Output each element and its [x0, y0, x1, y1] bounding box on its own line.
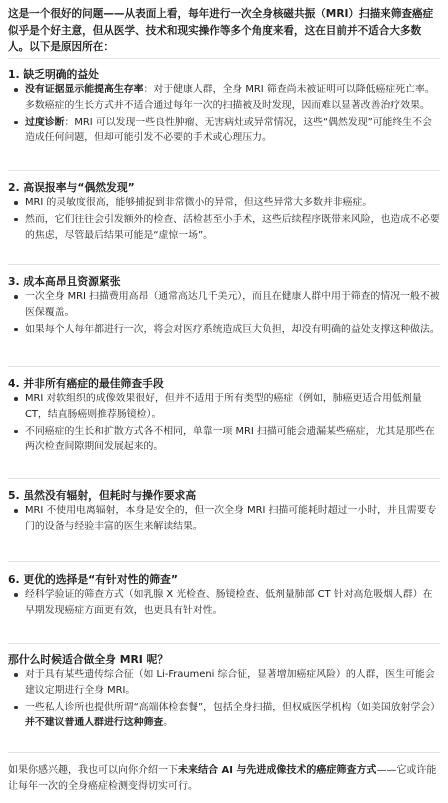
bullet-list — [8, 667, 440, 731]
bullet-text: MRI 的灵敏度很高，能够捕捉到非常微小的异常，但这些异常大多数并非癌症。 — [25, 197, 373, 208]
section-title: 1. 缺乏明确的益处 — [8, 68, 99, 81]
bullet-item — [8, 212, 440, 244]
bullet-item — [8, 195, 440, 211]
bullet-item — [8, 587, 440, 619]
divider — [8, 643, 440, 644]
bullet-text: 不同癌症的生长和扩散方式各不相同，单靠一项 MRI 扫描可能会遗漏某些癌症，尤其是那些在两次检查间隙期间发展起来的。 — [25, 425, 435, 453]
section-when — [8, 652, 440, 731]
bullet-text: 一些私人诊所也提供所谓“高端体检套餐”，包括全身扫描，但权威医学机构（如美国放射学会） — [25, 701, 441, 713]
section-title: 2. 高误报率与“偶然发现” — [8, 181, 135, 194]
bullet-text: 对于具有某些遗传综合征（如 Li-Fraumeni 综合征，显著增加癌症风险）的人群，医生可能会建议定期进行全身 MRI。 — [25, 669, 435, 696]
divider — [8, 58, 440, 59]
section-title: 3. 成本高昂且资源紧张 — [8, 275, 121, 288]
section-title: 5. 虽然没有辐射，但耗时与操作要求高 — [8, 489, 197, 502]
section-3 — [8, 274, 440, 337]
intro-paragraph: 这是一个很好的问题——从表面上看，每年进行一次全身核磁共振（MRI）扫描来筛查癌症似乎是个好主意，但从医学、技术和现实操作等多个角度来看，这在目前并不适合大多数人。以下是原因所在： — [8, 8, 434, 53]
section-title: 那什么时候适合做全身 MRI 呢？ — [8, 653, 169, 666]
divider — [8, 170, 440, 171]
outro-highlight: 未来结合 AI 与先进成像技术的癌症筛查方式 — [178, 765, 377, 776]
divider — [8, 752, 440, 753]
bullet-text: 如果每个人每年都进行一次，将会对医疗系统造成巨大负担，却没有明确的益处支撑这种做法。 — [25, 323, 440, 335]
bullet-item — [8, 667, 440, 699]
bullet-item — [8, 115, 440, 147]
outro-text-end: ——它或许能让每年一次的全身癌症检测变得切实可行。 — [8, 765, 437, 792]
bullet-item — [8, 322, 440, 338]
bullet-item — [8, 424, 440, 456]
section-4 — [8, 376, 440, 455]
section-6 — [8, 572, 440, 619]
divider — [8, 478, 440, 479]
bullet-text: MRI 对软组织的成像效果很好，但并不适用于所有类型的癌症（例如，肺癌更适合用低剂量 CT，结直肠癌则推荐肠镜检）。 — [25, 393, 422, 420]
bullet-list — [8, 289, 440, 337]
bullet-item — [8, 503, 440, 535]
section-1 — [8, 67, 440, 146]
bullet-lead: 过度诊断 — [25, 116, 65, 128]
bullet-item — [8, 289, 440, 321]
divider — [8, 366, 440, 367]
section-5 — [8, 488, 440, 535]
bullet-list — [8, 503, 440, 535]
bullet-item — [8, 82, 440, 114]
section-2 — [8, 180, 440, 243]
bullet-text: 经科学验证的筛查方式（如乳腺 X 光检查、肠镜检查、低剂量肺部 CT 针对高危吸烟人群）在早期发现癌症方面更有效，也更具有针对性。 — [25, 589, 433, 616]
bullet-list — [8, 82, 440, 146]
bullet-text: 然而，它们往往会引发额外的检查、活检甚至小手术，这些后续程序既带来风险，也造成不必要的焦虑，尽管最后结果可能是“虚惊一场”。 — [25, 213, 440, 241]
outro-paragraph — [8, 763, 440, 795]
section-title: 4. 并非所有癌症的最佳筛查手段 — [8, 377, 164, 390]
bullet-list — [8, 587, 440, 619]
bullet-list — [8, 195, 440, 243]
divider — [8, 264, 440, 265]
bullet-text: ：对于健康人群，全身 MRI 筛查尚未被证明可以降低癌症死亡率。多数癌症的生长方式并不适合通过每年一次的扫描被及时发现，因而难以显著改善治疗效果。 — [25, 84, 435, 111]
bullet-text: ：MRI 可以发现一些良性肿瘤、无害病灶或异常情况，这些“偶然发现”可能终生不会造成任何问题，但却可能引发不必要的手术或心理压力。 — [25, 116, 432, 144]
bullet-item — [8, 391, 440, 423]
bullet-text: MRI 不使用电离辐射，本身是安全的，但一次全身 MRI 扫描可能耗时超过一小时，并且需要专门的设备与经验丰富的医生来解读结果。 — [25, 505, 437, 532]
bullet-tail: 。 — [163, 717, 174, 729]
outro-text: 如果你感兴趣，我也可以向你介绍一下 — [8, 765, 178, 776]
bullet-lead: 没有证据显示能提高生存率 — [25, 84, 144, 95]
bullet-item — [8, 700, 440, 732]
bullet-emphasis: 并不建议普通人群进行这种筛查 — [25, 717, 164, 729]
section-title: 6. 更优的选择是“有针对性的筛查” — [8, 573, 178, 586]
bullet-text: 一次全身 MRI 扫描费用高昂（通常高达几千美元），而且在健康人群中用于筛查的情况一般不被医保覆盖。 — [25, 291, 440, 318]
divider — [8, 561, 440, 562]
bullet-list — [8, 391, 440, 455]
